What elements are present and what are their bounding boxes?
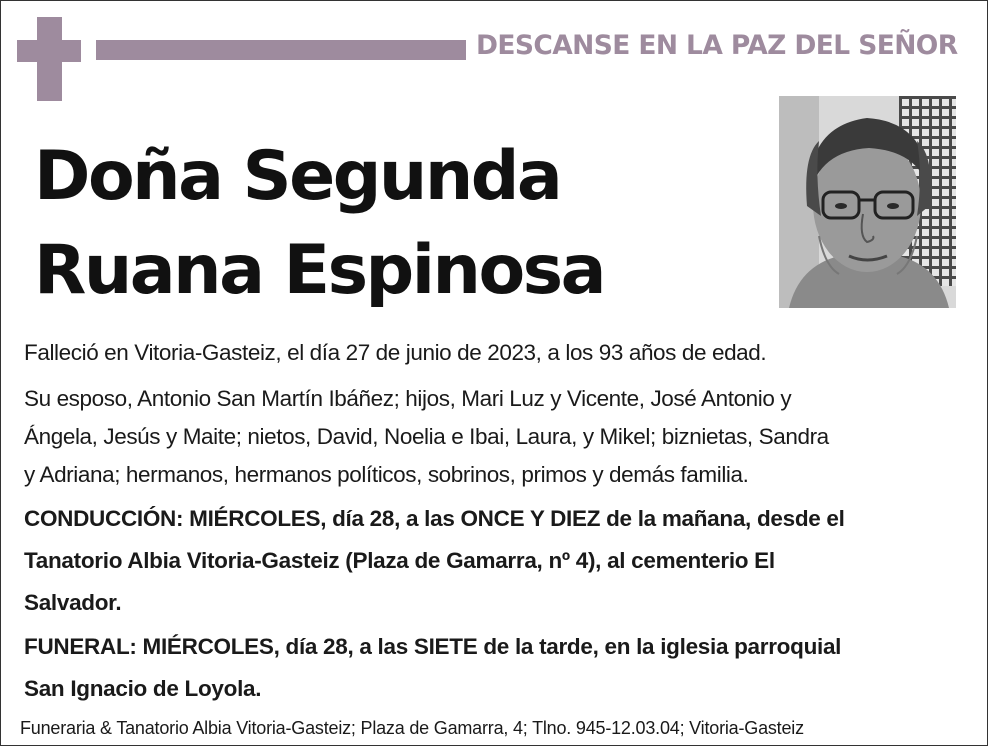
family-line: Ángela, Jesús y Maite; nietos, David, Noelia e Ibai, Laura, y Mikel; biznietas, Sandra: [24, 424, 829, 449]
header-divider-bar: [96, 40, 466, 60]
funeral-line: San Ignacio de Loyola.: [24, 676, 262, 701]
funeral-home-footer: Funeraria & Tanatorio Albia Vitoria-Gasteiz; Plaza de Gamarra, 4; Tlno. 945-12.03.04; Vitoria-Gasteiz: [20, 718, 804, 738]
deceased-photo: [779, 96, 956, 308]
family-line: y Adriana; hermanos, hermanos políticos, sobrinos, primos y demás familia.: [24, 462, 749, 487]
conduccion-line: Tanatorio Albia Vitoria-Gasteiz (Plaza de Gamarra, nº 4), al cementerio El: [24, 548, 775, 573]
cross-horizontal-bar: [17, 40, 81, 62]
family-paragraph: [24, 380, 964, 494]
deceased-name: [34, 130, 734, 318]
conduccion-line: Salvador.: [24, 590, 122, 615]
funeral-paragraph: [24, 626, 964, 710]
header-title: DESCANSE EN LA PAZ DEL SEÑOR: [476, 30, 958, 61]
deceased-name-line1: Doña Segunda: [34, 137, 561, 216]
conduccion-paragraph: [24, 498, 964, 624]
death-notice: Falleció en Vitoria-Gasteiz, el día 27 de junio de 2023, a los 93 años de edad.: [24, 340, 767, 365]
family-line: Su esposo, Antonio San Martín Ibáñez; hijos, Mari Luz y Vicente, José Antonio y: [24, 386, 792, 411]
portrait-illustration: [779, 96, 956, 308]
conduccion-line: CONDUCCIÓN: MIÉRCOLES, día 28, a las ONCE Y DIEZ de la mañana, desde el: [24, 506, 845, 531]
obituary-body: [24, 336, 964, 710]
deceased-name-line2: Ruana Espinosa: [34, 231, 605, 310]
funeral-line: FUNERAL: MIÉRCOLES, día 28, a las SIETE de la tarde, en la iglesia parroquial: [24, 634, 842, 659]
